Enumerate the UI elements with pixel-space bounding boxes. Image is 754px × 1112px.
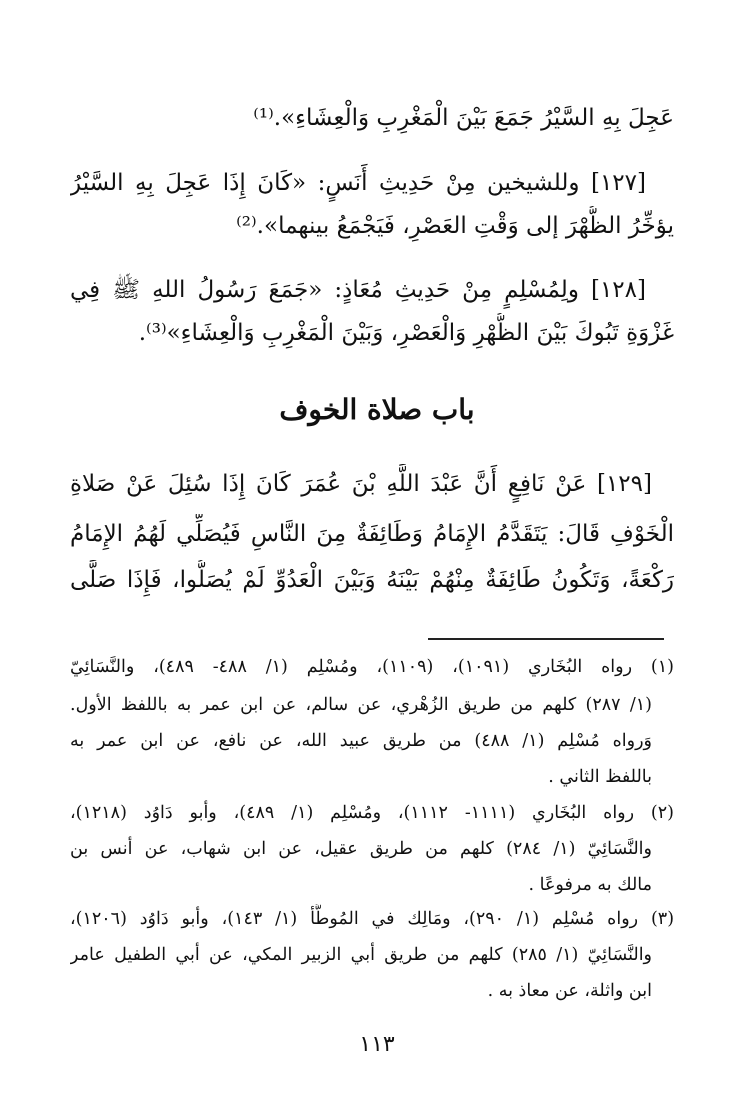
hadith-128-line-2: غَزْوَةِ تَبُوكَ بَيْنَ الظُّهْرِ وَالْعَصْرِ، وَبَيْنَ الْمَغْرِبِ وَالْعِشَاءِ»⁽³⁾.: [138, 320, 674, 346]
footnote-2-line-2: والنَّسَائِيّ (١/ ٢٨٤) كلهم من طريق عقيل، عن ابن شهاب، عن أنس بن: [70, 839, 652, 859]
footnote-2-line-3: مالك به مرفوعًا .: [528, 875, 652, 895]
footnote-2-line-1: (٢) رواه البُخَاري (١١١١- ١١١٢)، ومُسْلِم (١/ ٤٨٩)، وأبو دَاوُد (١٢١٨)،: [70, 803, 674, 823]
hadith-129-line-3: رَكْعَةً، وَتَكُونُ طَائِفَةٌ مِنْهُمْ بَيْنَهُ وَبَيْنَ الْعَدُوِّ لَمْ يُصَلُّوا، فَإِذَا صَلَّى: [70, 567, 674, 593]
footnote-1-line-1: (١) رواه البُخَاري (١٠٩١)، (١١٠٩)، ومُسْلِم (١/ ٤٨٨- ٤٨٩)، والنَّسَائِيّ: [70, 657, 674, 677]
hadith-128-line-1: [١٢٨] ولِمُسْلِمٍ مِنْ حَدِيثِ مُعَاذٍ: «جَمَعَ رَسُولُ اللهِ ﷺ فِي: [70, 277, 646, 303]
hadith-129-line-2: الْخَوْفِ قَالَ: يَتَقَدَّمُ الإِمَامُ وَطَائِفَةٌ مِنَ النَّاسِ فَيُصَلِّي لَهُمُ الإِمَامُ: [70, 521, 674, 547]
hadith-127-line-1: [١٢٧] وللشيخين مِنْ حَدِيثِ أَنَسٍ: «كَانَ إِذَا عَجِلَ بِهِ السَّيْرُ: [70, 170, 646, 196]
section-heading: باب صلاة الخوف: [279, 393, 475, 426]
footnote-1-line-4: باللفظ الثاني .: [548, 767, 652, 787]
footnote-1-line-3: وَرواه مُسْلِم (١/ ٤٨٨) من طريق عبيد الله، عن نافع، عن ابن عمر به: [70, 731, 652, 751]
page-number: ١١٣: [359, 1032, 395, 1057]
text-line-1: عَجِلَ بِهِ السَّيْرُ جَمَعَ بَيْنَ الْمَغْرِبِ وَالْعِشَاءِ».⁽¹⁾: [253, 105, 674, 131]
hadith-129-line-1: [١٢٩] عَنْ نَافِعٍ أَنَّ عَبْدَ اللَّهِ بْنَ عُمَرَ كَانَ إِذَا سُئِلَ عَنْ صَلاةِ: [70, 471, 652, 497]
footnote-3-line-1: (٣) رواه مُسْلِم (١/ ٢٩٠)، ومَالِك في المُوطَّأ (١/ ١٤٣)، وأبو دَاوُد (١٢٠٦)،: [70, 909, 674, 929]
footnote-1-line-2: (١/ ٢٨٧) كلهم من طريق الزُهْري، عن سالم، عن ابن عمر به باللفظ الأول.: [70, 695, 652, 715]
footnote-3-line-2: والنَّسَائِيّ (١/ ٢٨٥) كلهم من طريق أبي الزبير المكي، عن أبي الطفيل عامر: [70, 945, 652, 965]
footnote-separator: [428, 638, 664, 640]
hadith-127-line-2: يؤخِّرُ الظُّهْرَ إلى وَقْتِ العَصْرِ، فَيَجْمَعُ بينهما».⁽²⁾: [236, 213, 674, 239]
footnote-3-line-3: ابن واثلة، عن معاذ به .: [487, 981, 652, 1001]
